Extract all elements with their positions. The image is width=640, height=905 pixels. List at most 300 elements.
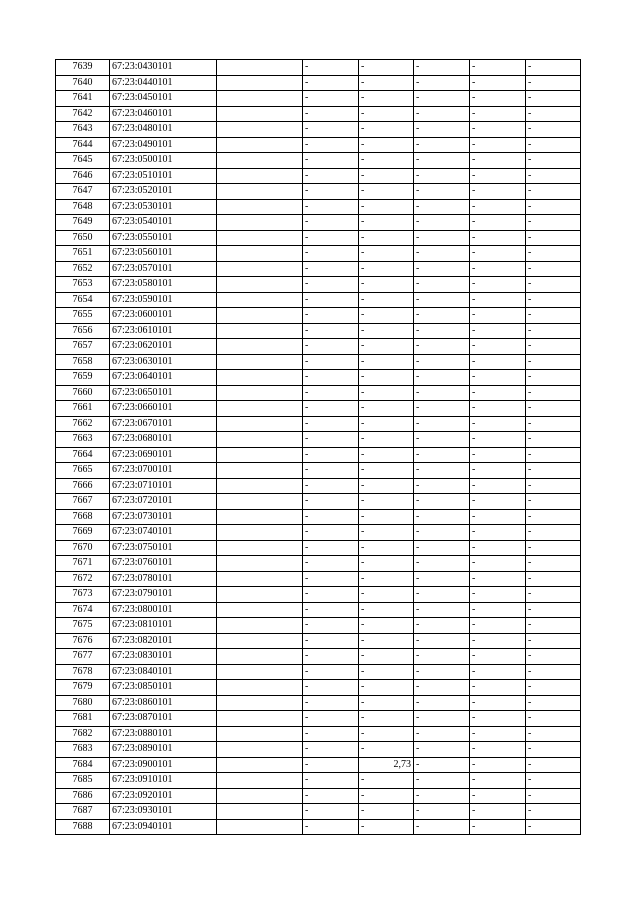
value-cell-2: - (359, 587, 414, 603)
cadastral-code-cell: 67:23:0760101 (110, 556, 217, 572)
value-cell-3: - (414, 416, 470, 432)
name-cell (217, 819, 303, 835)
table-row (56, 478, 581, 494)
table-row (56, 370, 581, 386)
value-cell-1: - (303, 587, 359, 603)
table-row (56, 633, 581, 649)
value-cell-3: - (414, 525, 470, 541)
cadastral-code-cell: 67:23:0450101 (110, 91, 217, 107)
value-cell-1: - (303, 60, 359, 76)
value-cell-2: 2,73 (359, 757, 414, 773)
cadastral-code-cell: 67:23:0520101 (110, 184, 217, 200)
value-cell-2: - (359, 649, 414, 665)
row-number-cell: 7670 (56, 540, 110, 556)
value-cell-5: - (526, 370, 581, 386)
name-cell (217, 91, 303, 107)
name-cell (217, 385, 303, 401)
table-row (56, 230, 581, 246)
table-row (56, 106, 581, 122)
value-cell-1: - (303, 509, 359, 525)
value-cell-1: - (303, 633, 359, 649)
value-cell-4: - (470, 773, 526, 789)
cadastral-code-cell: 67:23:0890101 (110, 742, 217, 758)
value-cell-5: - (526, 664, 581, 680)
row-number-cell: 7667 (56, 494, 110, 510)
value-cell-1: - (303, 199, 359, 215)
value-cell-5: - (526, 339, 581, 355)
value-cell-1: - (303, 401, 359, 417)
value-cell-4: - (470, 695, 526, 711)
name-cell (217, 571, 303, 587)
cadastral-code-cell: 67:23:0870101 (110, 711, 217, 727)
value-cell-2: - (359, 742, 414, 758)
table-row (56, 60, 581, 76)
value-cell-4: - (470, 277, 526, 293)
value-cell-4: - (470, 447, 526, 463)
name-cell (217, 478, 303, 494)
row-number-cell: 7654 (56, 292, 110, 308)
value-cell-1: - (303, 230, 359, 246)
table-row (56, 819, 581, 835)
row-number-cell: 7640 (56, 75, 110, 91)
row-number-cell: 7677 (56, 649, 110, 665)
row-number-cell: 7659 (56, 370, 110, 386)
value-cell-1: - (303, 571, 359, 587)
cadastral-code-cell: 67:23:0810101 (110, 618, 217, 634)
value-cell-3: - (414, 199, 470, 215)
value-cell-2: - (359, 137, 414, 153)
value-cell-2: - (359, 106, 414, 122)
cadastral-code-cell: 67:23:0850101 (110, 680, 217, 696)
table-row (56, 385, 581, 401)
value-cell-3: - (414, 680, 470, 696)
value-cell-5: - (526, 649, 581, 665)
cadastral-code-cell: 67:23:0800101 (110, 602, 217, 618)
value-cell-1: - (303, 711, 359, 727)
value-cell-3: - (414, 370, 470, 386)
value-cell-2: - (359, 339, 414, 355)
value-cell-1: - (303, 153, 359, 169)
value-cell-3: - (414, 633, 470, 649)
row-number-cell: 7683 (56, 742, 110, 758)
name-cell (217, 168, 303, 184)
value-cell-2: - (359, 664, 414, 680)
table-row (56, 401, 581, 417)
name-cell (217, 804, 303, 820)
row-number-cell: 7673 (56, 587, 110, 603)
value-cell-1: - (303, 339, 359, 355)
value-cell-1: - (303, 385, 359, 401)
value-cell-4: - (470, 540, 526, 556)
cadastral-code-cell: 67:23:0540101 (110, 215, 217, 231)
row-number-cell: 7686 (56, 788, 110, 804)
value-cell-2: - (359, 75, 414, 91)
value-cell-1: - (303, 261, 359, 277)
value-cell-4: - (470, 75, 526, 91)
value-cell-2: - (359, 804, 414, 820)
cadastral-code-cell: 67:23:0630101 (110, 354, 217, 370)
value-cell-5: - (526, 246, 581, 262)
value-cell-5: - (526, 323, 581, 339)
value-cell-3: - (414, 292, 470, 308)
value-cell-4: - (470, 416, 526, 432)
name-cell (217, 602, 303, 618)
cadastral-code-cell: 67:23:0580101 (110, 277, 217, 293)
value-cell-4: - (470, 385, 526, 401)
table-row (56, 571, 581, 587)
table-row (56, 246, 581, 262)
cadastral-code-cell: 67:23:0900101 (110, 757, 217, 773)
value-cell-1: - (303, 308, 359, 324)
value-cell-1: - (303, 664, 359, 680)
row-number-cell: 7643 (56, 122, 110, 138)
value-cell-4: - (470, 106, 526, 122)
value-cell-5: - (526, 618, 581, 634)
value-cell-4: - (470, 726, 526, 742)
value-cell-1: - (303, 556, 359, 572)
value-cell-2: - (359, 91, 414, 107)
value-cell-5: - (526, 292, 581, 308)
value-cell-4: - (470, 571, 526, 587)
row-number-cell: 7655 (56, 308, 110, 324)
row-number-cell: 7639 (56, 60, 110, 76)
value-cell-1: - (303, 525, 359, 541)
value-cell-2: - (359, 60, 414, 76)
name-cell (217, 649, 303, 665)
value-cell-4: - (470, 370, 526, 386)
value-cell-2: - (359, 726, 414, 742)
value-cell-1: - (303, 416, 359, 432)
value-cell-4: - (470, 649, 526, 665)
value-cell-1: - (303, 618, 359, 634)
value-cell-3: - (414, 447, 470, 463)
table-row (56, 339, 581, 355)
table-row (56, 664, 581, 680)
name-cell (217, 540, 303, 556)
value-cell-4: - (470, 184, 526, 200)
cadastral-code-cell: 67:23:0650101 (110, 385, 217, 401)
value-cell-4: - (470, 757, 526, 773)
value-cell-5: - (526, 788, 581, 804)
value-cell-4: - (470, 494, 526, 510)
cadastral-code-cell: 67:23:0790101 (110, 587, 217, 603)
name-cell (217, 757, 303, 773)
cadastral-code-cell: 67:23:0430101 (110, 60, 217, 76)
table-row (56, 354, 581, 370)
row-number-cell: 7671 (56, 556, 110, 572)
table-row (56, 91, 581, 107)
value-cell-1: - (303, 75, 359, 91)
name-cell (217, 664, 303, 680)
value-cell-2: - (359, 556, 414, 572)
row-number-cell: 7684 (56, 757, 110, 773)
name-cell (217, 75, 303, 91)
value-cell-1: - (303, 695, 359, 711)
value-cell-2: - (359, 695, 414, 711)
value-cell-1: - (303, 106, 359, 122)
cadastral-code-cell: 67:23:0880101 (110, 726, 217, 742)
table-row (56, 215, 581, 231)
table-row (56, 153, 581, 169)
value-cell-4: - (470, 463, 526, 479)
row-number-cell: 7665 (56, 463, 110, 479)
value-cell-2: - (359, 370, 414, 386)
row-number-cell: 7681 (56, 711, 110, 727)
name-cell (217, 199, 303, 215)
value-cell-1: - (303, 649, 359, 665)
value-cell-2: - (359, 773, 414, 789)
value-cell-5: - (526, 680, 581, 696)
table-row (56, 742, 581, 758)
table-row (56, 494, 581, 510)
value-cell-5: - (526, 75, 581, 91)
value-cell-2: - (359, 122, 414, 138)
value-cell-4: - (470, 432, 526, 448)
cadastral-code-cell: 67:23:0750101 (110, 540, 217, 556)
value-cell-5: - (526, 509, 581, 525)
row-number-cell: 7672 (56, 571, 110, 587)
value-cell-3: - (414, 308, 470, 324)
value-cell-2: - (359, 354, 414, 370)
row-number-cell: 7688 (56, 819, 110, 835)
value-cell-1: - (303, 819, 359, 835)
name-cell (217, 773, 303, 789)
cadastral-code-cell: 67:23:0570101 (110, 261, 217, 277)
value-cell-3: - (414, 215, 470, 231)
value-cell-4: - (470, 308, 526, 324)
name-cell (217, 447, 303, 463)
row-number-cell: 7660 (56, 385, 110, 401)
value-cell-3: - (414, 509, 470, 525)
value-cell-4: - (470, 680, 526, 696)
value-cell-5: - (526, 540, 581, 556)
cadastral-code-cell: 67:23:0620101 (110, 339, 217, 355)
cadastral-code-cell: 67:23:0940101 (110, 819, 217, 835)
cadastral-code-cell: 67:23:0700101 (110, 463, 217, 479)
value-cell-5: - (526, 478, 581, 494)
value-cell-5: - (526, 168, 581, 184)
value-cell-4: - (470, 354, 526, 370)
value-cell-2: - (359, 618, 414, 634)
value-cell-5: - (526, 757, 581, 773)
value-cell-2: - (359, 447, 414, 463)
value-cell-1: - (303, 804, 359, 820)
name-cell (217, 60, 303, 76)
value-cell-1: - (303, 215, 359, 231)
value-cell-3: - (414, 137, 470, 153)
table-row (56, 556, 581, 572)
value-cell-5: - (526, 602, 581, 618)
name-cell (217, 246, 303, 262)
cadastral-code-cell: 67:23:0610101 (110, 323, 217, 339)
table-row (56, 773, 581, 789)
name-cell (217, 711, 303, 727)
value-cell-3: - (414, 664, 470, 680)
table-row (56, 711, 581, 727)
table-row (56, 75, 581, 91)
table-row (56, 277, 581, 293)
table-row (56, 432, 581, 448)
value-cell-1: - (303, 370, 359, 386)
value-cell-3: - (414, 571, 470, 587)
value-cell-3: - (414, 261, 470, 277)
value-cell-3: - (414, 91, 470, 107)
value-cell-5: - (526, 711, 581, 727)
table-row (56, 757, 581, 773)
value-cell-3: - (414, 602, 470, 618)
value-cell-3: - (414, 122, 470, 138)
value-cell-5: - (526, 91, 581, 107)
name-cell (217, 308, 303, 324)
cadastral-code-cell: 67:23:0670101 (110, 416, 217, 432)
value-cell-4: - (470, 401, 526, 417)
cadastral-code-cell: 67:23:0530101 (110, 199, 217, 215)
value-cell-4: - (470, 602, 526, 618)
cadastral-code-cell: 67:23:0830101 (110, 649, 217, 665)
value-cell-1: - (303, 494, 359, 510)
value-cell-1: - (303, 432, 359, 448)
value-cell-2: - (359, 261, 414, 277)
name-cell (217, 215, 303, 231)
value-cell-4: - (470, 153, 526, 169)
value-cell-4: - (470, 246, 526, 262)
name-cell (217, 370, 303, 386)
value-cell-2: - (359, 819, 414, 835)
row-number-cell: 7644 (56, 137, 110, 153)
value-cell-3: - (414, 478, 470, 494)
name-cell (217, 277, 303, 293)
name-cell (217, 261, 303, 277)
row-number-cell: 7658 (56, 354, 110, 370)
value-cell-3: - (414, 819, 470, 835)
cadastral-code-cell: 67:23:0480101 (110, 122, 217, 138)
value-cell-2: - (359, 633, 414, 649)
value-cell-5: - (526, 261, 581, 277)
name-cell (217, 509, 303, 525)
table-row (56, 509, 581, 525)
value-cell-3: - (414, 60, 470, 76)
value-cell-2: - (359, 168, 414, 184)
value-cell-3: - (414, 556, 470, 572)
row-number-cell: 7648 (56, 199, 110, 215)
value-cell-2: - (359, 416, 414, 432)
name-cell (217, 788, 303, 804)
value-cell-3: - (414, 587, 470, 603)
value-cell-3: - (414, 432, 470, 448)
value-cell-5: - (526, 525, 581, 541)
name-cell (217, 633, 303, 649)
name-cell (217, 401, 303, 417)
row-number-cell: 7668 (56, 509, 110, 525)
name-cell (217, 184, 303, 200)
value-cell-1: - (303, 447, 359, 463)
cadastral-code-cell: 67:23:0440101 (110, 75, 217, 91)
value-cell-2: - (359, 199, 414, 215)
value-cell-1: - (303, 323, 359, 339)
value-cell-4: - (470, 339, 526, 355)
value-cell-5: - (526, 695, 581, 711)
value-cell-5: - (526, 463, 581, 479)
name-cell (217, 106, 303, 122)
value-cell-5: - (526, 773, 581, 789)
value-cell-5: - (526, 122, 581, 138)
value-cell-3: - (414, 726, 470, 742)
value-cell-5: - (526, 819, 581, 835)
value-cell-1: - (303, 354, 359, 370)
value-cell-3: - (414, 788, 470, 804)
table-row (56, 168, 581, 184)
table-row (56, 695, 581, 711)
value-cell-4: - (470, 60, 526, 76)
table-row (56, 199, 581, 215)
name-cell (217, 323, 303, 339)
row-number-cell: 7652 (56, 261, 110, 277)
cadastral-code-cell: 67:23:0460101 (110, 106, 217, 122)
value-cell-3: - (414, 757, 470, 773)
value-cell-1: - (303, 137, 359, 153)
value-cell-3: - (414, 773, 470, 789)
name-cell (217, 354, 303, 370)
name-cell (217, 122, 303, 138)
row-number-cell: 7664 (56, 447, 110, 463)
table-row (56, 308, 581, 324)
cadastral-code-cell: 67:23:0710101 (110, 478, 217, 494)
row-number-cell: 7646 (56, 168, 110, 184)
cadastral-code-cell: 67:23:0560101 (110, 246, 217, 262)
value-cell-5: - (526, 385, 581, 401)
value-cell-3: - (414, 75, 470, 91)
table-row (56, 602, 581, 618)
row-number-cell: 7682 (56, 726, 110, 742)
value-cell-2: - (359, 184, 414, 200)
row-number-cell: 7666 (56, 478, 110, 494)
name-cell (217, 680, 303, 696)
value-cell-3: - (414, 494, 470, 510)
name-cell (217, 587, 303, 603)
value-cell-2: - (359, 711, 414, 727)
value-cell-4: - (470, 230, 526, 246)
table-row (56, 292, 581, 308)
value-cell-1: - (303, 742, 359, 758)
value-cell-5: - (526, 137, 581, 153)
row-number-cell: 7674 (56, 602, 110, 618)
value-cell-5: - (526, 60, 581, 76)
cadastral-code-cell: 67:23:0500101 (110, 153, 217, 169)
row-number-cell: 7675 (56, 618, 110, 634)
table-row (56, 618, 581, 634)
value-cell-3: - (414, 695, 470, 711)
value-cell-5: - (526, 308, 581, 324)
cadastral-code-cell: 67:23:0640101 (110, 370, 217, 386)
value-cell-5: - (526, 804, 581, 820)
table-row (56, 323, 581, 339)
name-cell (217, 525, 303, 541)
table-row (56, 416, 581, 432)
value-cell-5: - (526, 153, 581, 169)
value-cell-4: - (470, 137, 526, 153)
value-cell-5: - (526, 106, 581, 122)
table-row (56, 649, 581, 665)
value-cell-5: - (526, 587, 581, 603)
table-row (56, 525, 581, 541)
value-cell-4: - (470, 804, 526, 820)
table-row (56, 447, 581, 463)
value-cell-3: - (414, 354, 470, 370)
value-cell-2: - (359, 308, 414, 324)
value-cell-4: - (470, 323, 526, 339)
name-cell (217, 618, 303, 634)
row-number-cell: 7647 (56, 184, 110, 200)
